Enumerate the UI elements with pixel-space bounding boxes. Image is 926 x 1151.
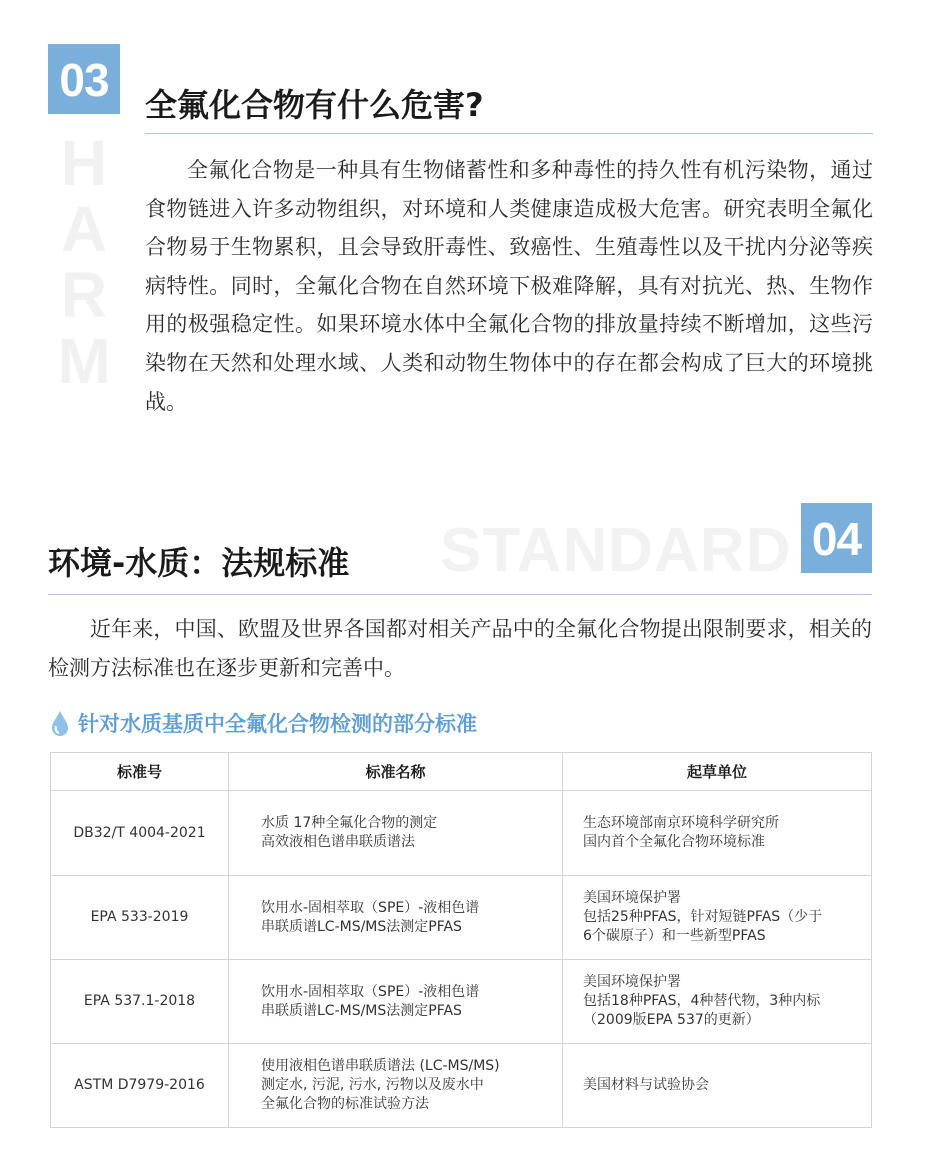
watermark-letter: A [60, 193, 108, 265]
standard-name-line: 串联质谱LC-MS/MS法测定PFAS [261, 1002, 462, 1019]
column-header: 标准名称 [229, 753, 563, 791]
section-number-badge: 03 [48, 44, 120, 114]
standard-name-line: 高效液相色谱串联质谱法 [261, 834, 415, 850]
drafting-org-line: 美国材料与试验协会 [583, 1077, 709, 1093]
title-divider [145, 133, 873, 134]
watermark-letter: H [60, 127, 108, 199]
standards-table [50, 752, 872, 1128]
standard-name-line: 水质 17种全氟化合物的测定 [261, 815, 438, 831]
standard-watermark: STANDARD [440, 516, 792, 585]
harm-watermark [48, 127, 120, 397]
standard-code: EPA 537.1-2018 [51, 960, 229, 1044]
drafting-org [563, 960, 872, 1044]
standard-code: EPA 533-2019 [51, 876, 229, 960]
section-title: 环境-水质：法规标准 [48, 544, 350, 582]
section-title: 全氟化合物有什么危害? [145, 86, 484, 124]
standard-code: ASTM D7979-2016 [51, 1044, 229, 1128]
drafting-org [563, 1044, 872, 1128]
standard-name-line: 串联质谱LC-MS/MS法测定PFAS [261, 918, 462, 935]
table-row [51, 791, 872, 876]
regulation-paragraph: 近年来，中国、欧盟及世界各国都对相关产品中的全氟化合物提出限制要求，相关的检测方法标准也在逐步更新和完善中。 [48, 617, 872, 680]
drafting-org [563, 791, 872, 876]
standard-name-line: 全氟化合物的标准试验方法 [261, 1096, 429, 1112]
standard-name-line: 饮用水-固相萃取（SPE）-液相色谱 [261, 983, 480, 1000]
drafting-org-line: （2009版EPA 537的更新） [583, 1012, 760, 1028]
watermark-letter: M [57, 325, 111, 397]
section-number-badge: 04 [801, 503, 872, 573]
table-row [51, 1044, 872, 1128]
hazard-paragraph: 全氟化合物是一种具有生物储蓄性和多种毒性的持久性有机污染物，通过食物链进入许多动物组织，对环境和人类健康造成极大危害。研究表明全氟化合物易于生物累积，且会导致肝毒性、致癌性、生殖毒性以及干扰内分泌等疾病特性。同时，全氟化合物在自然环境下极难降解，具有对抗光、热、生物作用的极强稳定性。如果环境水体中全氟化合物的排放量持续不断增加，这些污染物在天然和处理水域、人类和动物生物体中的存在都会构成了巨大的环境挑战。 [145, 158, 873, 414]
table-row [51, 960, 872, 1044]
column-header: 起草单位 [563, 753, 872, 791]
standard-name [229, 876, 563, 960]
drafting-org-line: 包括18种PFAS，4种替代物，3种内标 [583, 993, 821, 1009]
standard-name [229, 960, 563, 1044]
drafting-org-line: 6个碳原子）和一些新型PFAS [583, 928, 766, 944]
drafting-org [563, 876, 872, 960]
watermark-letter: R [60, 259, 108, 331]
column-header: 标准号 [51, 753, 229, 791]
table-row [51, 876, 872, 960]
drafting-org-line: 国内首个全氟化合物环境标准 [583, 834, 765, 850]
table-heading-label: 针对水质基质中全氟化合物检测的部分标准 [78, 712, 477, 736]
drafting-org-line: 生态环境部南京环境科学研究所 [583, 815, 779, 831]
standard-name-line: 测定水, 污泥, 污水, 污物以及废水中 [261, 1077, 484, 1093]
standard-name-line: 使用液相色谱串联质谱法 (LC-MS/MS) [261, 1058, 500, 1074]
table-header-row [51, 753, 872, 791]
drafting-org-line: 包括25种PFAS，针对短链PFAS（少于 [583, 909, 823, 925]
standard-name-line: 饮用水-固相萃取（SPE）-液相色谱 [261, 899, 480, 916]
water-drop-icon [50, 710, 70, 736]
table-heading [50, 708, 477, 738]
drafting-org-line: 美国环境保护署 [583, 974, 681, 990]
drafting-org-line: 美国环境保护署 [583, 890, 681, 906]
title-divider [48, 594, 872, 595]
standard-name [229, 1044, 563, 1128]
standard-name [229, 791, 563, 876]
standard-code: DB32/T 4004-2021 [51, 791, 229, 876]
